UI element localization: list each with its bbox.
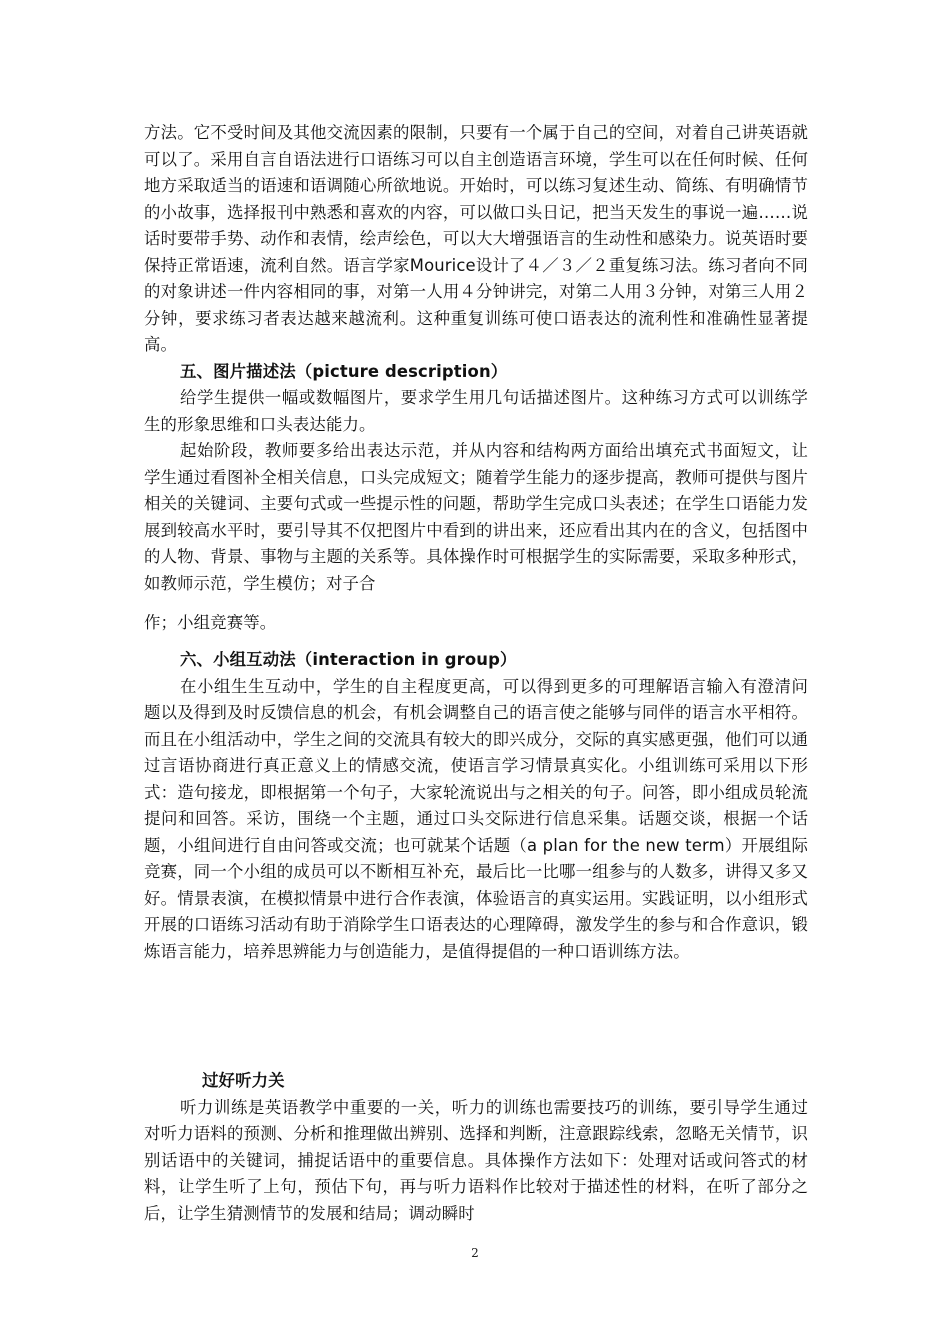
body-section-3 xyxy=(144,647,808,965)
paragraph-picture-stages: 起始阶段，教师要多给出表达示范，并从内容和结构两方面给出填充式书面短文，让学生通过看图补全相关信息，口头完成短文；随着学生能力的逐步提高，教师可提供与图片相关的关键词、主要句式或一些提示性的问题，帮助学生完成口头表述；在学生口语能力发展到较高水平时，要引导其不仅把图片中看到的讲出来，还应看出其内在的含义，包括图中的人物、背景、事物与主题的关系等。具体操作时可根据学生的实际需要，采取多种形式，如教师示范，学生模仿；对子合 xyxy=(144,441,808,593)
paragraph-group-interaction: 在小组生生互动中，学生的自主程度更高，可以得到更多的可理解语言输入有澄清问题以及得到及时反馈信息的机会，有机会调整自己的语言使之能够与同伴的语言水平相符。而且在小组活动中，学生之间的交流具有较大的即兴成分，交际的真实感更强，他们可以通过言语协商进行真正意义上的情感交流，使语言学习情景真实化。小组训练可采用以下形式：造句接龙，即根据第一个句子，大家轮流说出与之相关的句子。问答，即小组成员轮流提问和回答。采访，围绕一个主题，通过口头交际进行信息采集。话题交谈，根据一个话题，小组间进行自由问答或交流；也可就某个话题（a plan for the new term）开展组际竞赛，同一个小组的成员可以不断相互补充，最后比一比哪一组参与的人数多，讲得又多又好。情景表演，在模拟情景中进行合作表演，体验语言的真实运用。实践证明，以小组形式开展的口语练习活动有助于消除学生口语表达的心理障碍，激发学生的参与和合作意识，锻炼语言能力，培养思辨能力与创造能力，是值得提倡的一种口语训练方法。 xyxy=(144,676,808,961)
heading-picture-description: 五、图片描述法（picture description） xyxy=(180,361,508,381)
paragraph-picture-intro: 给学生提供一幅或数幅图片，要求学生用几句话描述图片。这种练习方式可以训练学生的形象思维和口头表达能力。 xyxy=(144,388,808,434)
page-number: 2 xyxy=(471,1246,479,1260)
paragraph-listening: 听力训练是英语教学中重要的一关，听力的训练也需要技巧的训练，要引导学生通过对听力语料的预测、分析和推理做出辨别、选择和判断，注意跟踪线索，忽略无关情节，识别话语中的关键词，捕捉话语中的重要信息。具体操作方法如下：处理对话或问答式的材料，让学生听了上句，预估下句，再与听力语料作比较对于描述性的材料，在听了部分之后，让学生猜测情节的发展和结局；调动瞬时 xyxy=(144,1097,808,1223)
paragraph-picture-stages-tail: 作；小组竞赛等。 xyxy=(144,613,277,632)
heading-group-interaction: 六、小组互动法（interaction in group） xyxy=(180,650,517,669)
body-section-1 xyxy=(144,120,808,597)
heading-listening: 过好听力关 xyxy=(202,1071,285,1090)
body-section-4 xyxy=(144,1068,808,1227)
paragraph-self-talk: 方法。它不受时间及其他交流因素的限制，只要有一个属于自己的空间，对着自己讲英语就可以了。采用自言自语法进行口语练习可以自主创造语言环境，学生可以在任何时候、任何地方采取适当的语速和语调随心所欲地说。开始时，可以练习复述生动、简练、有明确情节的小故事，选择报刊中熟悉和喜欢的内容，可以做口头日记，把当天发生的事说一遍……说话时要带手势、动作和表情，绘声绘色，可以大大增强语言的生动性和感染力。说英语时要保持正常语速，流利自然。语言学家Mourice设计了４／３／２重复练习法。练习者向不同的对象讲述一件内容相同的事，对第一人用４分钟讲完，对第二人用３分钟，对第三人用２分钟，要求练习者表达越来越流利。这种重复训练可使口语表达的流利性和准确性显著提高。 xyxy=(144,123,808,354)
body-section-2 xyxy=(144,610,808,637)
